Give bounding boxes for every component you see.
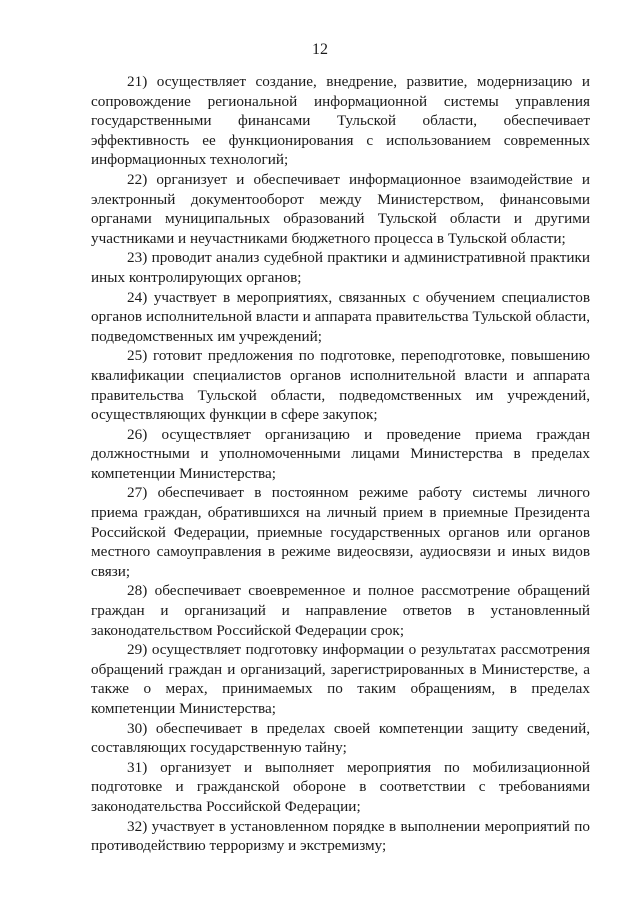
paragraph-32: 32) участвует в установленном порядке в выполнении мероприятий по противодействию терроризму и экстремизму; (91, 817, 590, 855)
page-number: 12 (312, 41, 328, 58)
paragraph-30: 30) обеспечивает в пределах своей компетенции защиту сведений, составляющих государственную тайну; (91, 719, 590, 757)
paragraph-28: 28) обеспечивает своевременное и полное рассмотрение обращений граждан и организаций и направление ответов в установленный законодательством Российской Федерации срок; (91, 582, 590, 639)
paragraph-24: 24) участвует в мероприятиях, связанных с обучением специалистов органов исполнительной власти и аппарата правительства Тульской области, подведомственных им учреждений; (91, 288, 590, 345)
paragraph-23: 23) проводит анализ судебной практики и административной практики иных контролирующих органов; (91, 249, 590, 286)
paragraph-29: 29) осуществляет подготовку информации о результатах рассмотрения обращений граждан и организаций, зарегистрированных в Министерстве, а также о мерах, принимаемых по таким обращениям, в пределах компетенции Министерства; (91, 641, 590, 717)
paragraph-25: 25) готовит предложения по подготовке, переподготовке, повышению квалификации специалистов органов исполнительной власти и аппарата правительства Тульской области, подведомственных им учреждений, осуществляющих функции в сфере закупок; (91, 347, 590, 424)
paragraph-27: 27) обеспечивает в постоянном режиме работу системы личного приема граждан, обратившихся на личный прием в приемные Президента Российской Федерации, приемные государственных органов или органов местного самоуправления в режиме видеосвязи, аудиосвязи и иных видов связи; (91, 484, 590, 580)
document-body (91, 72, 590, 856)
paragraph-22: 22) организует и обеспечивает информационное взаимодействие и электронный документооборот между Министерством, финансовыми органами муниципальных образований Тульской области и другими участниками и неучастниками бюджетного процесса в Тульской области; (91, 170, 590, 247)
paragraph-31: 31) организует и выполняет мероприятия по мобилизационной подготовке и гражданской обороне в соответствии с требованиями законодательства Российской Федерации; (91, 758, 590, 815)
paragraph-21: 21) осуществляет создание, внедрение, развитие, модернизацию и сопровождение региональной информационной системы управления государственными финансами Тульской области, обеспечивает эффективность ее функционирования с использованием современных информационных технологий; (91, 73, 590, 169)
paragraph-26: 26) осуществляет организацию и проведение приема граждан должностными и уполномоченными лицами Министерства в пределах компетенции Министерства; (91, 425, 590, 482)
